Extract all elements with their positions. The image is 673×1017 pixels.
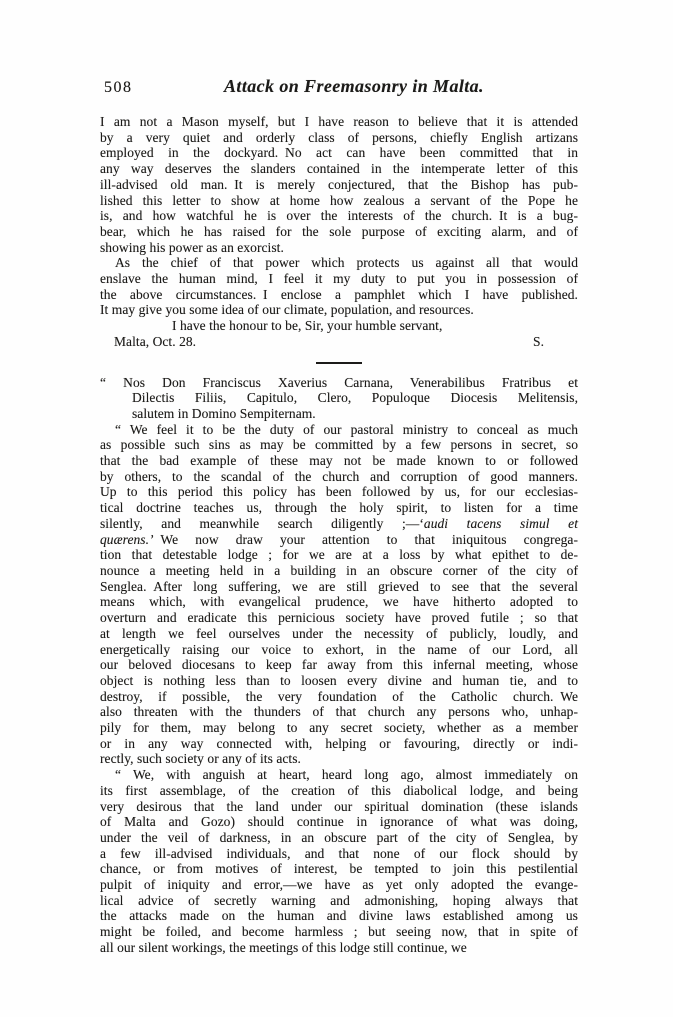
text-line: that the bad example of these may not be made known to or followed xyxy=(100,453,578,469)
text-line: destroy, if possible, the very foundation of the Catholic church. We xyxy=(100,688,578,704)
text-line: chance, or from motives of interest, be tempted to join this pestilential xyxy=(100,861,578,877)
text-line: showing his power as an exorcist. xyxy=(100,239,284,255)
text-line: tion that detestable lodge ; for we are at a loss by what epithet to de- xyxy=(100,547,578,563)
text-line: nounce a meeting held in a building in an obscure corner of the city of xyxy=(100,562,578,578)
text-line: at length we feel ourselves under the necessity of publicly, loudly, and xyxy=(100,625,578,641)
text-line: rectly, such society or any of its acts. xyxy=(100,751,301,767)
text-line: means which, with evangelical prudence, we have hitherto adopted to xyxy=(100,594,578,610)
text-line: tical doctrine teaches us, through the holy spirit, to listen for a time xyxy=(100,500,578,516)
text-line: lished this letter to show at home how zealous a servant of the Pope he xyxy=(100,192,578,208)
text-line: of Malta and Gozo) should continue in ignorance of what was doing, xyxy=(100,814,578,830)
text-line: “ Nos Don Franciscus Xaverius Carnana, Venerabilibus Fratribus et xyxy=(100,374,578,390)
text-line: by a very quiet and orderly class of persons, chiefly English artizans xyxy=(100,129,578,145)
text-line: “ We feel it to be the duty of our pastoral ministry to conceal as much xyxy=(115,421,578,437)
text-line: might be foiled, and become harmless ; but seeing now, that in spite of xyxy=(100,924,578,940)
text-line: As the chief of that power which protects us against all that would xyxy=(115,255,578,271)
paragraph xyxy=(100,114,578,255)
salutation-block xyxy=(100,375,578,422)
text-line: quærens.’ We now draw your attention to that iniquitous congrega- xyxy=(100,531,578,547)
text-line: the above circumstances. I enclose a pamphlet which I have published. xyxy=(100,286,578,302)
text-line: overturn and eradicate this pernicious society have proved futile ; so that xyxy=(100,610,578,626)
text-line: very desirous that the land under our spiritual domination (these islands xyxy=(100,798,578,814)
text-line: employed in the dockyard. No act can have been committed that in xyxy=(100,145,578,161)
text-line: bear, which he has raised for the sole purpose of exciting alarm, and of xyxy=(100,223,578,239)
text-line: our beloved diocesans to keep far away from this infernal meeting, whose xyxy=(100,657,578,673)
text-line: Up to this period this policy has been followed by us, for our ecclesias- xyxy=(100,484,578,500)
text-line: or in any way connected with, helping or favouring, directly or indi- xyxy=(100,735,578,751)
paragraph xyxy=(100,422,578,767)
text-line: is, and how watchful he is over the interests of the church. It is a bug- xyxy=(100,208,578,224)
text-line: lical advice of secretly warning and admonishing, hoping always that xyxy=(100,892,578,908)
text-line: object is nothing less than to loosen every divine and human tie, and to xyxy=(100,672,578,688)
paragraph xyxy=(100,767,578,955)
text-line: also threaten with the thunders of that church any persons who, unhap- xyxy=(100,704,578,720)
section-divider-rule xyxy=(316,362,362,364)
dateline: Malta, Oct. 28. xyxy=(114,333,197,349)
text-line: all our silent workings, the meetings of this lodge still continue, we xyxy=(100,939,467,955)
text-line: silently, and meanwhile search diligently ;—‘audi tacens simul et xyxy=(100,515,578,531)
text-line: Dilectis Filiis, Capitulo, Clero, Populoque Diocesis Melitensis, xyxy=(132,390,578,406)
text-line: energetically raising our voice to exhort, in the name of our Lord, all xyxy=(100,641,578,657)
valediction-line: I have the honour to be, Sir, your humble servant, xyxy=(172,318,443,334)
text-line: the attacks made on the human and divine laws established among us xyxy=(100,908,578,924)
text-line: any way deserves the slanders contained in the intemperate letter of this xyxy=(100,161,578,177)
text-line: Senglea. After long suffering, we are still grieved to see that the several xyxy=(100,578,578,594)
text-line: I am not a Mason myself, but I have reason to believe that it is attended xyxy=(100,114,578,129)
text-line: as possible such sins as may be committed by a few persons in secret, so xyxy=(100,437,578,453)
text-line: ill-advised old man. It is merely conjectured, that the Bishop has pub- xyxy=(100,176,578,192)
text-line: enslave the human mind, I feel it my duty to put you in possession of xyxy=(100,271,578,287)
text-line: its first assemblage, of the creation of this diabolical lodge, and being xyxy=(100,782,578,798)
text-line: It may give you some idea of our climate, population, and resources. xyxy=(100,302,474,318)
text-line: under the veil of darkness, in an obscure part of the city of Senglea, by xyxy=(100,829,578,845)
signature-initial: S. xyxy=(533,333,544,349)
paragraph xyxy=(100,255,578,318)
text-line: by others, to the scandal of the church and corruption of good manners. xyxy=(100,468,578,484)
text-line: pulpit of iniquity and error,—we have as yet only adopted the evange- xyxy=(100,877,578,893)
text-line: a few ill-advised individuals, and that none of our flock should by xyxy=(100,845,578,861)
running-title: Attack on Freemasonry in Malta. xyxy=(224,76,484,96)
signature-line xyxy=(100,334,578,350)
page-body xyxy=(100,114,578,956)
page-header xyxy=(100,76,578,102)
page-number: 508 xyxy=(104,79,133,96)
text-line: salutem in Domino Sempiternam. xyxy=(132,405,316,421)
text-line: “ We, with anguish at heart, heard long ago, almost immediately on xyxy=(115,767,578,783)
text-line: pily for them, may belong to any secret society, whether as a member xyxy=(100,720,578,736)
